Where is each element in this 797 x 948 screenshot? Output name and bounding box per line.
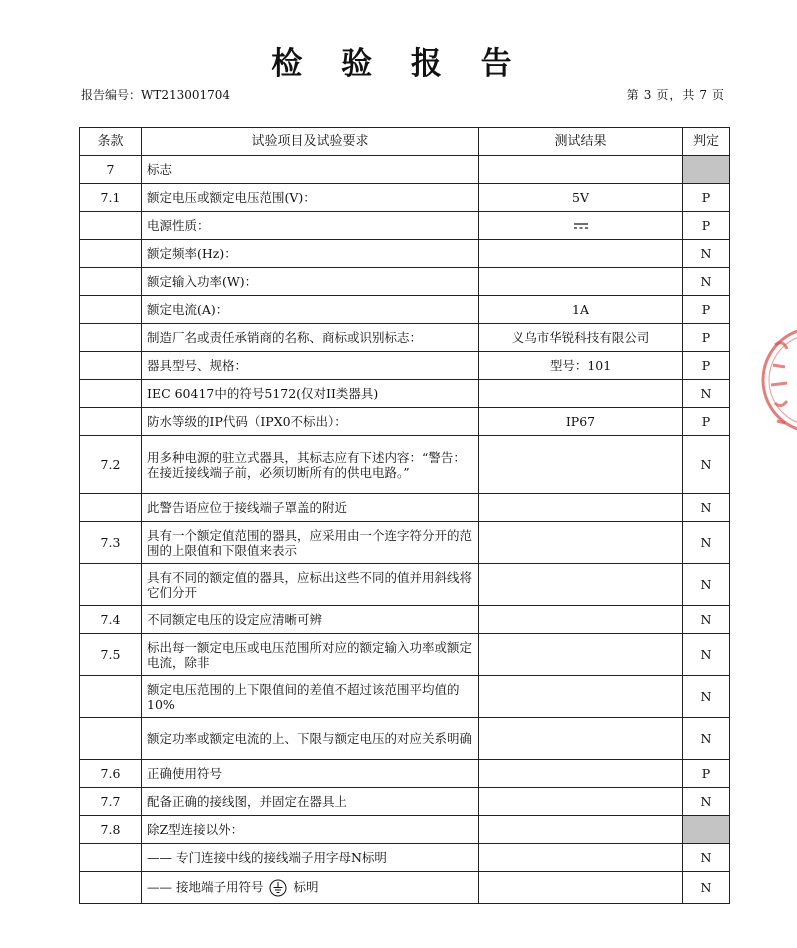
- clause-cell: [80, 268, 142, 296]
- clause-cell: 7.2: [80, 436, 142, 494]
- result-cell: [479, 844, 683, 872]
- verdict-cell: N: [683, 494, 730, 522]
- item-text-before: —— 接地端子用符号: [147, 879, 264, 894]
- table-row: [80, 522, 730, 564]
- table-row: [80, 676, 730, 718]
- verdict-cell: N: [683, 268, 730, 296]
- verdict-cell: P: [683, 760, 730, 788]
- table-row: [80, 494, 730, 522]
- result-cell: 1A: [479, 296, 683, 324]
- page-title: 检 验 报 告: [271, 46, 526, 82]
- result-cell: 5V: [479, 184, 683, 212]
- verdict-cell: P: [683, 296, 730, 324]
- clause-cell: [80, 718, 142, 760]
- item-cell: 不同额定电压的设定应清晰可辨: [142, 606, 479, 634]
- clause-cell: [80, 296, 142, 324]
- result-cell: 型号：101: [479, 352, 683, 380]
- report-number: [81, 86, 230, 103]
- item-cell: 标志: [142, 156, 479, 184]
- verdict-cell: P: [683, 212, 730, 240]
- result-cell: 义乌市华锐科技有限公司: [479, 324, 683, 352]
- table-row: [80, 408, 730, 436]
- item-cell: 额定电压范围的上下限值间的差值不超过该范围平均值的10%: [142, 676, 479, 718]
- item-cell: IEC 60417中的符号5172(仅对II类器具): [142, 380, 479, 408]
- item-cell: 具有一个额定值范围的器具，应采用由一个连字符分开的范围的上限值和下限值来表示: [142, 522, 479, 564]
- page-total: 7: [699, 88, 708, 102]
- clause-cell: 7.6: [80, 760, 142, 788]
- clause-cell: [80, 408, 142, 436]
- clause-cell: 7.8: [80, 816, 142, 844]
- result-cell: [479, 606, 683, 634]
- page-suffix: 页: [711, 88, 725, 102]
- item-cell: 额定电流(A)：: [142, 296, 479, 324]
- item-cell: 器具型号、规格：: [142, 352, 479, 380]
- table-row: [80, 844, 730, 872]
- item-text-after: 标明: [293, 879, 319, 894]
- inspection-table: [79, 127, 730, 904]
- verdict-cell: P: [683, 324, 730, 352]
- table-row: [80, 816, 730, 844]
- result-cell: [479, 788, 683, 816]
- clause-cell: 7.1: [80, 184, 142, 212]
- result-cell: [479, 816, 683, 844]
- verdict-cell: N: [683, 606, 730, 634]
- clause-cell: [80, 872, 142, 904]
- table-header-row: [80, 128, 730, 156]
- verdict-cell: N: [683, 788, 730, 816]
- clause-cell: [80, 324, 142, 352]
- table-row: [80, 436, 730, 494]
- table-row: [80, 352, 730, 380]
- item-cell: 此警告语应位于接线端子罩盖的附近: [142, 494, 479, 522]
- item-cell: 正确使用符号: [142, 760, 479, 788]
- clause-cell: [80, 844, 142, 872]
- clause-cell: 7.7: [80, 788, 142, 816]
- table-row: [80, 212, 730, 240]
- earth-ground-icon: [269, 879, 287, 897]
- item-cell: —— 专门连接中线的接线端子用字母N标明: [142, 844, 479, 872]
- verdict-cell: N: [683, 522, 730, 564]
- page-prefix: 第: [626, 88, 640, 102]
- verdict-cell: P: [683, 408, 730, 436]
- item-cell: 除Z型连接以外：: [142, 816, 479, 844]
- verdict-cell: P: [683, 352, 730, 380]
- result-cell: [479, 872, 683, 904]
- item-cell: 标出每一额定电压或电压范围所对应的额定输入功率或额定电流，除非: [142, 634, 479, 676]
- verdict-cell: [683, 816, 730, 844]
- result-cell: [479, 564, 683, 606]
- verdict-cell: P: [683, 184, 730, 212]
- clause-cell: [80, 240, 142, 268]
- table-row: [80, 788, 730, 816]
- item-cell: 额定频率(Hz)：: [142, 240, 479, 268]
- result-cell: IP67: [479, 408, 683, 436]
- clause-cell: [80, 494, 142, 522]
- report-number-label: 报告编号：: [81, 88, 142, 102]
- item-cell: 用多种电源的驻立式器具，其标志应有下述内容：“警告：在接近接线端子前，必须切断所有的供电电路。”: [142, 436, 479, 494]
- column-header-result: 测试结果: [479, 128, 683, 156]
- table-row: [80, 184, 730, 212]
- verdict-cell: N: [683, 718, 730, 760]
- result-cell: [479, 760, 683, 788]
- table-row: [80, 296, 730, 324]
- verdict-cell: N: [683, 872, 730, 904]
- item-cell: 额定电压或额定电压范围(V)：: [142, 184, 479, 212]
- result-cell: [479, 268, 683, 296]
- item-cell: 制造厂名或责任承销商的名称、商标或识别标志：: [142, 324, 479, 352]
- clause-cell: 7.4: [80, 606, 142, 634]
- table-row: [80, 872, 730, 904]
- item-cell: 配备正确的接线图，并固定在器具上: [142, 788, 479, 816]
- result-cell: [479, 634, 683, 676]
- verdict-cell: N: [683, 564, 730, 606]
- result-cell: [479, 718, 683, 760]
- column-header-clause: 条款: [80, 128, 142, 156]
- verdict-cell: N: [683, 676, 730, 718]
- table-row: [80, 606, 730, 634]
- verdict-cell: [683, 156, 730, 184]
- seal-stamp-partial: [757, 305, 797, 455]
- item-cell: 额定功率或额定电流的上、下限与额定电压的对应关系明确: [142, 718, 479, 760]
- table-row: [80, 240, 730, 268]
- clause-cell: 7: [80, 156, 142, 184]
- table-row: [80, 324, 730, 352]
- item-cell: 额定输入功率(W)：: [142, 268, 479, 296]
- table-row: [80, 380, 730, 408]
- result-cell: [479, 240, 683, 268]
- clause-cell: [80, 564, 142, 606]
- report-number-value: WT213001704: [141, 88, 231, 102]
- clause-cell: [80, 676, 142, 718]
- page-indicator: [625, 86, 727, 103]
- table-row: [80, 564, 730, 606]
- verdict-cell: N: [683, 844, 730, 872]
- clause-cell: 7.3: [80, 522, 142, 564]
- verdict-cell: N: [683, 634, 730, 676]
- clause-cell: [80, 380, 142, 408]
- column-header-item: 试验项目及试验要求: [142, 128, 479, 156]
- table-row: [80, 760, 730, 788]
- result-cell: [479, 212, 683, 240]
- verdict-cell: N: [683, 240, 730, 268]
- item-cell: [142, 872, 479, 904]
- page-mid: 页，共: [656, 88, 696, 102]
- result-cell: [479, 676, 683, 718]
- column-header-verdict: 判定: [683, 128, 730, 156]
- verdict-cell: N: [683, 380, 730, 408]
- clause-cell: 7.5: [80, 634, 142, 676]
- verdict-cell: N: [683, 436, 730, 494]
- result-cell: [479, 522, 683, 564]
- clause-cell: [80, 212, 142, 240]
- result-cell: [479, 156, 683, 184]
- item-cell: 电源性质：: [142, 212, 479, 240]
- result-cell: [479, 436, 683, 494]
- result-cell: [479, 380, 683, 408]
- table-row: [80, 718, 730, 760]
- clause-cell: [80, 352, 142, 380]
- page-current: 3: [643, 88, 653, 102]
- table-row: [80, 156, 730, 184]
- item-cell: 具有不同的额定值的器具，应标出这些不同的值并用斜线将它们分开: [142, 564, 479, 606]
- item-cell: 防水等级的IP代码（IPX0不标出）：: [142, 408, 479, 436]
- dc-symbol-icon: [573, 219, 589, 234]
- table-row: [80, 268, 730, 296]
- table-row: [80, 634, 730, 676]
- result-cell: [479, 494, 683, 522]
